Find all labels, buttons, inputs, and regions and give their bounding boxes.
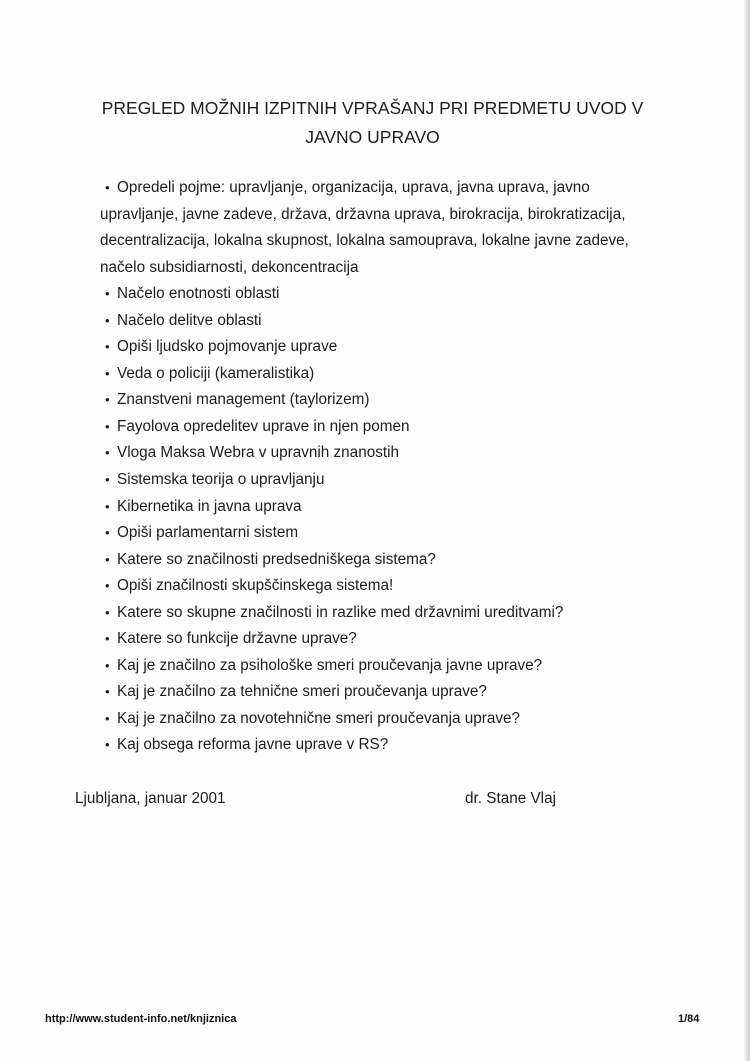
list-item-text: Opiši značilnosti skupščinskega sistema! bbox=[117, 577, 394, 595]
bullet-icon: • bbox=[105, 631, 110, 647]
list-item-text: Katere so funkcije državne uprave? bbox=[117, 630, 357, 648]
bullet-icon: • bbox=[105, 339, 110, 355]
bullet-icon: • bbox=[105, 365, 110, 381]
list-item-line: Opredeli pojme: upravljanje, organizacija, uprava, javna uprava, javno bbox=[117, 179, 590, 196]
list-item bbox=[100, 281, 700, 308]
list-item bbox=[100, 467, 700, 494]
bullet-icon: • bbox=[105, 180, 110, 195]
bullet-icon: • bbox=[105, 578, 110, 594]
bullet-icon: • bbox=[105, 684, 110, 700]
list-item bbox=[100, 732, 700, 759]
bullet-icon: • bbox=[105, 657, 110, 673]
list-item bbox=[100, 573, 700, 600]
list-item-continuation bbox=[100, 255, 700, 282]
question-list bbox=[100, 175, 700, 759]
document-title-line-1: PREGLED MOŽNIH IZPITNIH VPRAŠANJ PRI PREDMETU UVOD V bbox=[101, 98, 644, 118]
bullet-icon: • bbox=[105, 498, 110, 514]
document-title-line-2: JAVNO UPRAVO bbox=[305, 127, 440, 147]
list-item-text: Kaj obsega reforma javne uprave v RS? bbox=[117, 736, 389, 754]
list-item bbox=[100, 679, 700, 706]
page-number: 1/84 bbox=[678, 1013, 700, 1025]
list-item bbox=[100, 600, 700, 627]
bullet-icon: • bbox=[105, 418, 110, 434]
list-item bbox=[100, 334, 700, 361]
list-item bbox=[100, 361, 700, 388]
list-item-text: Fayolova opredelitev uprave in njen pomen bbox=[117, 417, 410, 435]
bullet-icon: • bbox=[105, 551, 110, 567]
list-item-text: Načelo delitve oblasti bbox=[117, 311, 262, 329]
bullet-icon: • bbox=[105, 392, 110, 408]
bullet-icon: • bbox=[105, 737, 110, 753]
list-item bbox=[100, 494, 700, 521]
bullet-icon: • bbox=[105, 445, 110, 461]
list-item bbox=[100, 547, 700, 574]
list-item-text: Katere so skupne značilnosti in razlike med državnimi ureditvami? bbox=[117, 603, 564, 621]
list-item bbox=[100, 706, 700, 733]
list-item-text: Znanstveni management (taylorizem) bbox=[117, 391, 370, 409]
list-item-text: Veda o policiji (kameralistika) bbox=[117, 364, 315, 382]
list-item-text: Kaj je značilno za psihološke smeri proučevanja javne uprave? bbox=[117, 656, 543, 674]
list-item-text: Kibernetika in javna uprava bbox=[117, 497, 302, 515]
list-item-text: Kaj je značilno za novotehnične smeri proučevanja uprave? bbox=[117, 709, 521, 727]
list-item-text: Opiši parlamentarni sistem bbox=[117, 524, 299, 542]
list-item bbox=[100, 653, 700, 680]
list-item-line: upravljanje, javne zadeve, država, državna uprava, birokracija, birokratizacija, bbox=[100, 205, 626, 223]
bullet-icon: • bbox=[105, 525, 110, 541]
place-date: Ljubljana, januar 2001 bbox=[75, 790, 226, 807]
list-item-line: decentralizacija, lokalna skupnost, lokalna samouprava, lokalne javne zadeve, bbox=[100, 232, 629, 250]
bullet-icon: • bbox=[105, 312, 110, 328]
author: dr. Stane Vlaj bbox=[465, 790, 556, 807]
list-item bbox=[100, 308, 700, 335]
list-item bbox=[100, 626, 700, 653]
list-item-line: načelo subsidiarnosti, dekoncentracija bbox=[100, 258, 359, 276]
scan-edge bbox=[744, 0, 750, 1061]
list-item-continuation bbox=[100, 202, 700, 229]
bullet-icon: • bbox=[105, 710, 110, 726]
list-item bbox=[100, 175, 700, 202]
list-item-text: Sistemska teorija o upravljanju bbox=[117, 471, 325, 489]
footer-url[interactable]: http://www.student-info.net/knjiznica bbox=[45, 1013, 237, 1025]
list-item-continuation bbox=[100, 228, 700, 255]
list-item bbox=[100, 387, 700, 414]
list-item-text: Katere so značilnosti predsedniškega sistema? bbox=[117, 550, 436, 568]
bullet-icon: • bbox=[105, 472, 110, 488]
list-item-text: Vloga Maksa Webra v upravnih znanostih bbox=[117, 444, 400, 462]
list-item bbox=[100, 520, 700, 547]
list-item bbox=[100, 440, 700, 467]
list-item-text: Načelo enotnosti oblasti bbox=[117, 285, 280, 303]
bullet-icon: • bbox=[105, 286, 110, 302]
bullet-icon: • bbox=[105, 604, 110, 620]
list-item-text: Kaj je značilno za tehnične smeri proučevanja uprave? bbox=[117, 683, 487, 701]
list-item-text: Opiši ljudsko pojmovanje uprave bbox=[117, 338, 338, 356]
list-item bbox=[100, 414, 700, 441]
